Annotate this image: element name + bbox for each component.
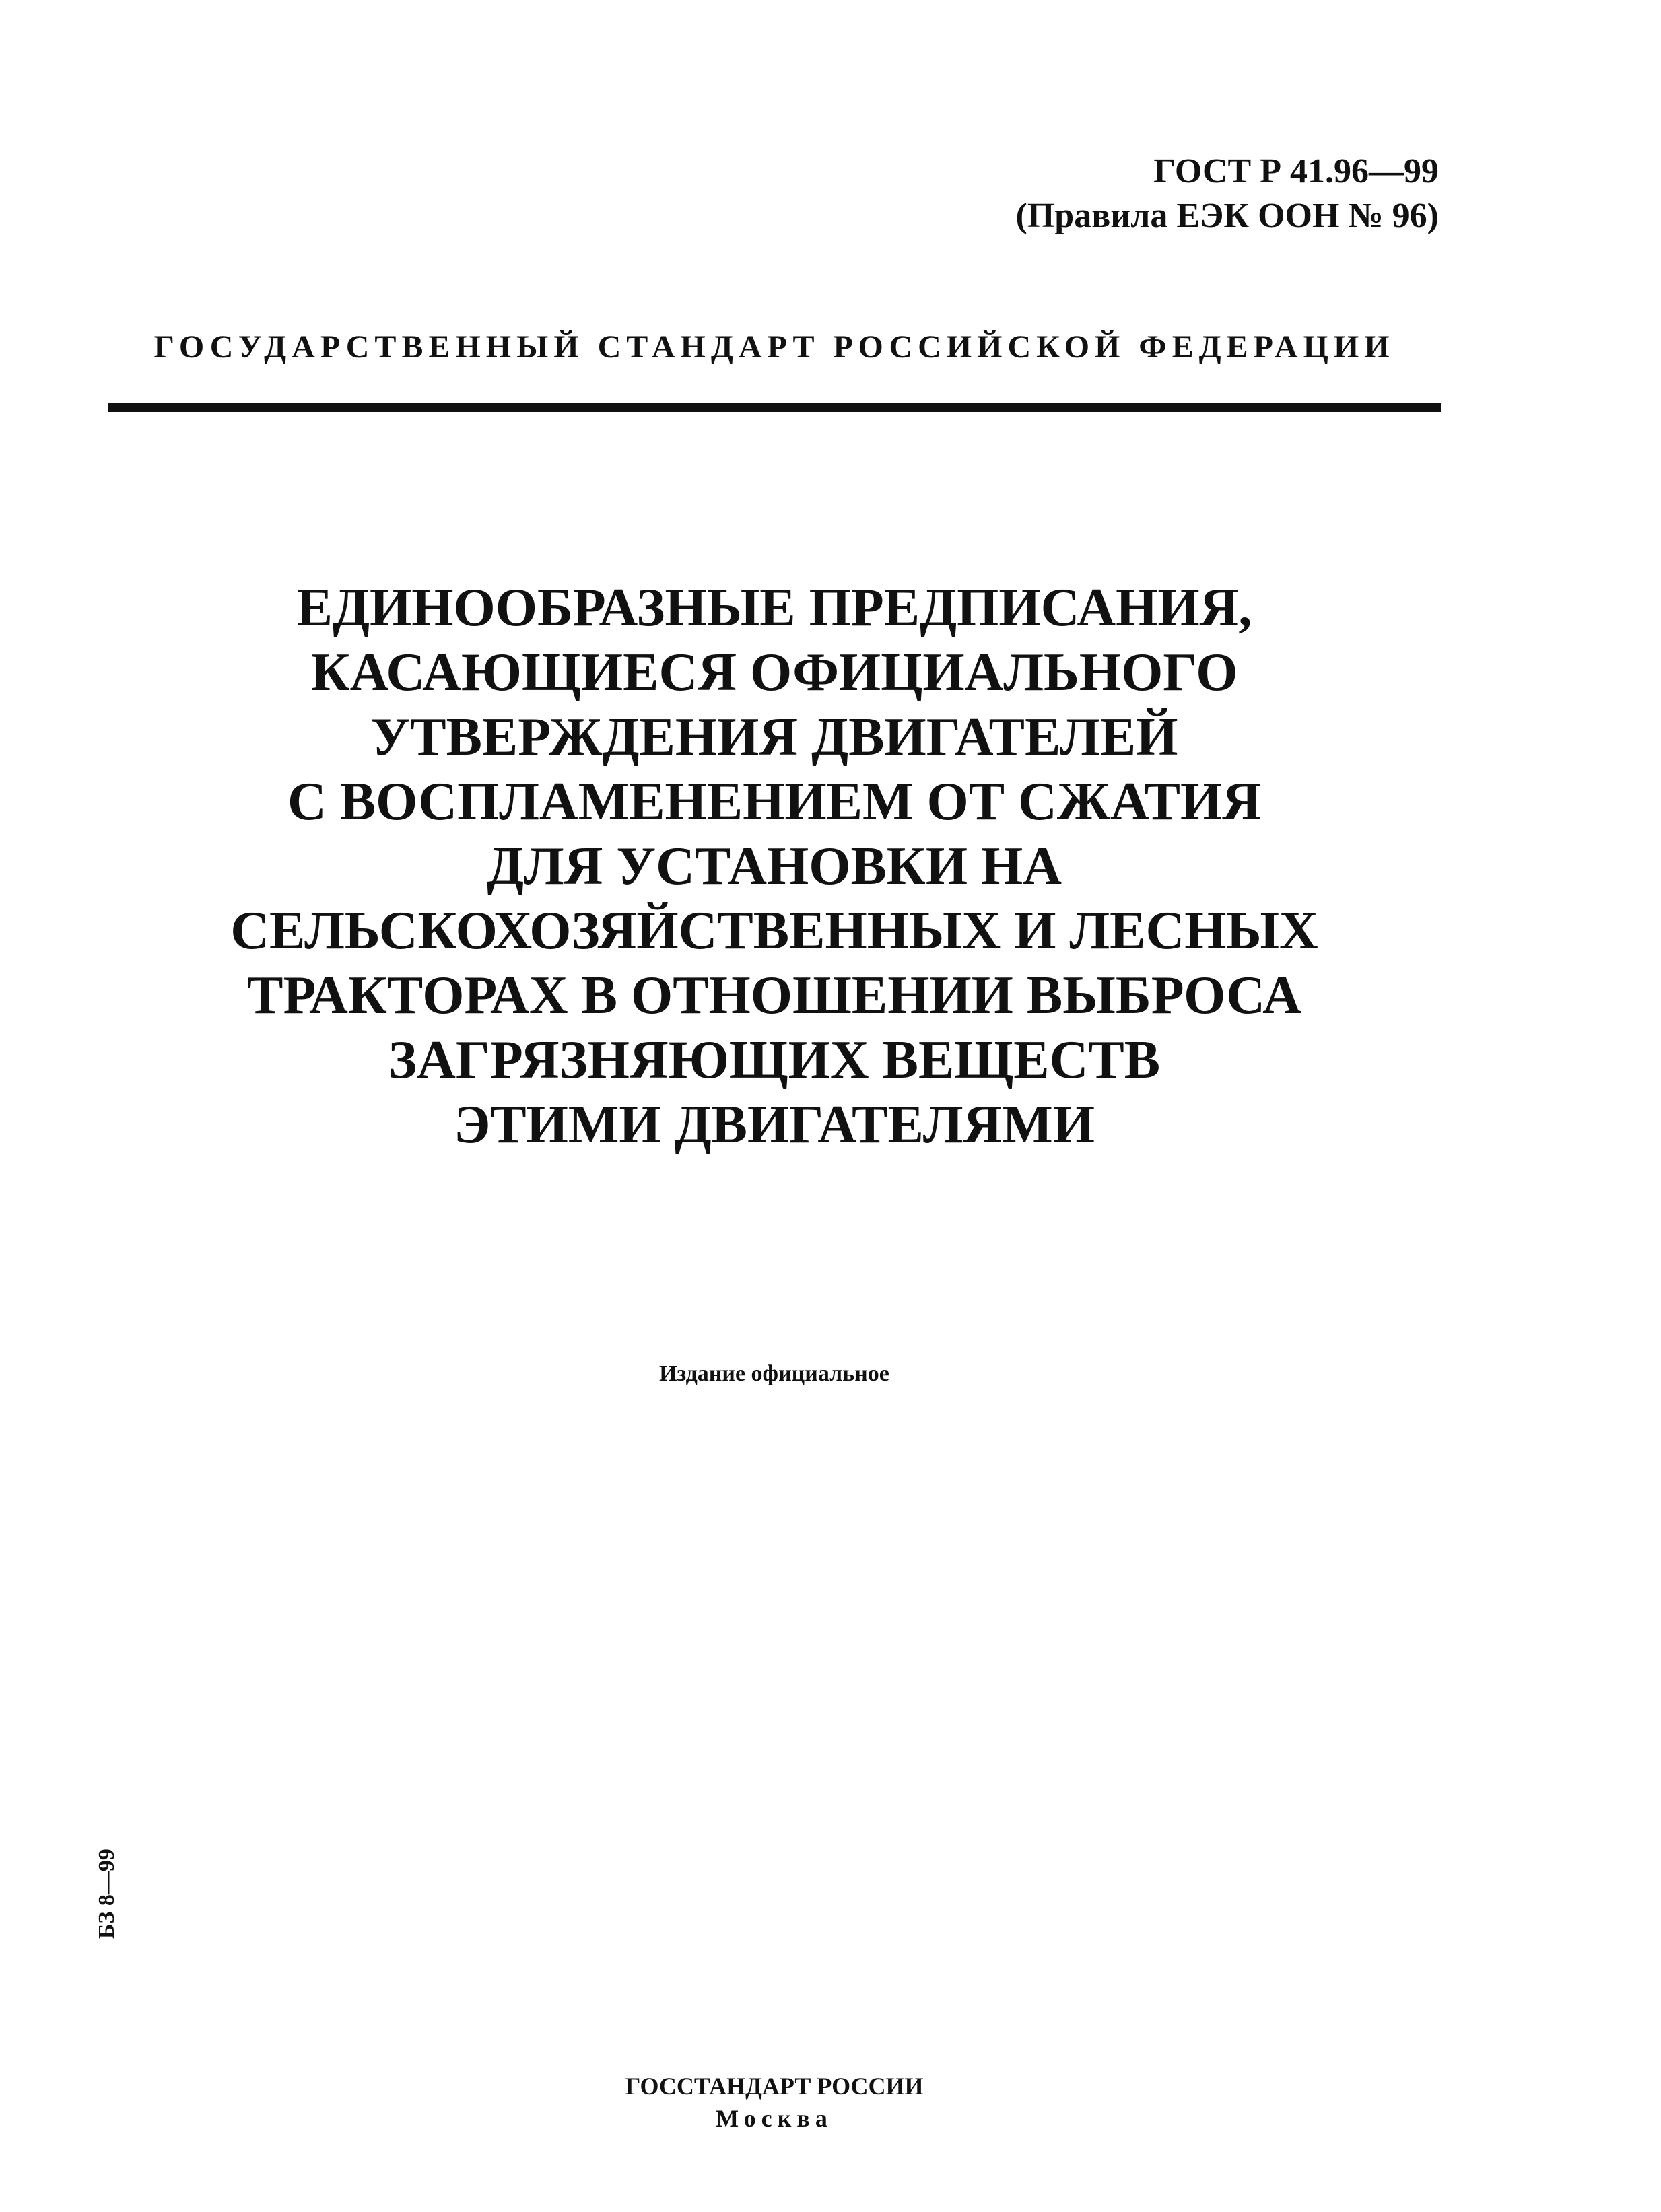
- title-line: СЕЛЬСКОХОЗЯЙСТВЕННЫХ И ЛЕСНЫХ: [230, 901, 1318, 961]
- title-line: ДЛЯ УСТАНОВКИ НА: [486, 837, 1062, 896]
- title-line: ТРАКТОРАХ В ОТНОШЕНИИ ВЫБРОСА: [247, 966, 1301, 1025]
- publisher-name: ГОССТАНДАРТ РОССИИ: [625, 2073, 924, 2100]
- catalog-code: БЗ 8—99: [94, 1848, 119, 1939]
- title-line: ЗАГРЯЗНЯЮЩИХ ВЕЩЕСТВ: [388, 1031, 1161, 1090]
- standard-designation: [1016, 149, 1439, 238]
- publisher-city: Москва: [716, 2105, 833, 2132]
- state-standard-header: ГОСУДАРСТВЕННЫЙ СТАНДАРТ РОССИЙСКОЙ ФЕДЕРАЦИИ: [154, 329, 1395, 365]
- standard-number: ГОСТ Р 41.96—99: [1153, 152, 1439, 191]
- header-divider: [108, 403, 1441, 412]
- title-line: С ВОСПЛАМЕНЕНИЕМ ОТ СЖАТИЯ: [287, 772, 1262, 831]
- document-title: [108, 576, 1441, 1157]
- title-line: ЭТИМИ ДВИГАТЕЛЯМИ: [454, 1095, 1095, 1154]
- edition-label: Издание официальное: [659, 1361, 889, 1386]
- regulation-reference: (Правила ЕЭК ООН № 96): [1015, 197, 1439, 235]
- title-line: КАСАЮЩИЕСЯ ОФИЦИАЛЬНОГО: [310, 643, 1238, 702]
- publisher-block: [108, 2070, 1441, 2135]
- title-line: УТВЕРЖДЕНИЯ ДВИГАТЕЛЕЙ: [370, 707, 1178, 767]
- title-line: ЕДИНООБРАЗНЫЕ ПРЕДПИСАНИЯ,: [296, 578, 1252, 637]
